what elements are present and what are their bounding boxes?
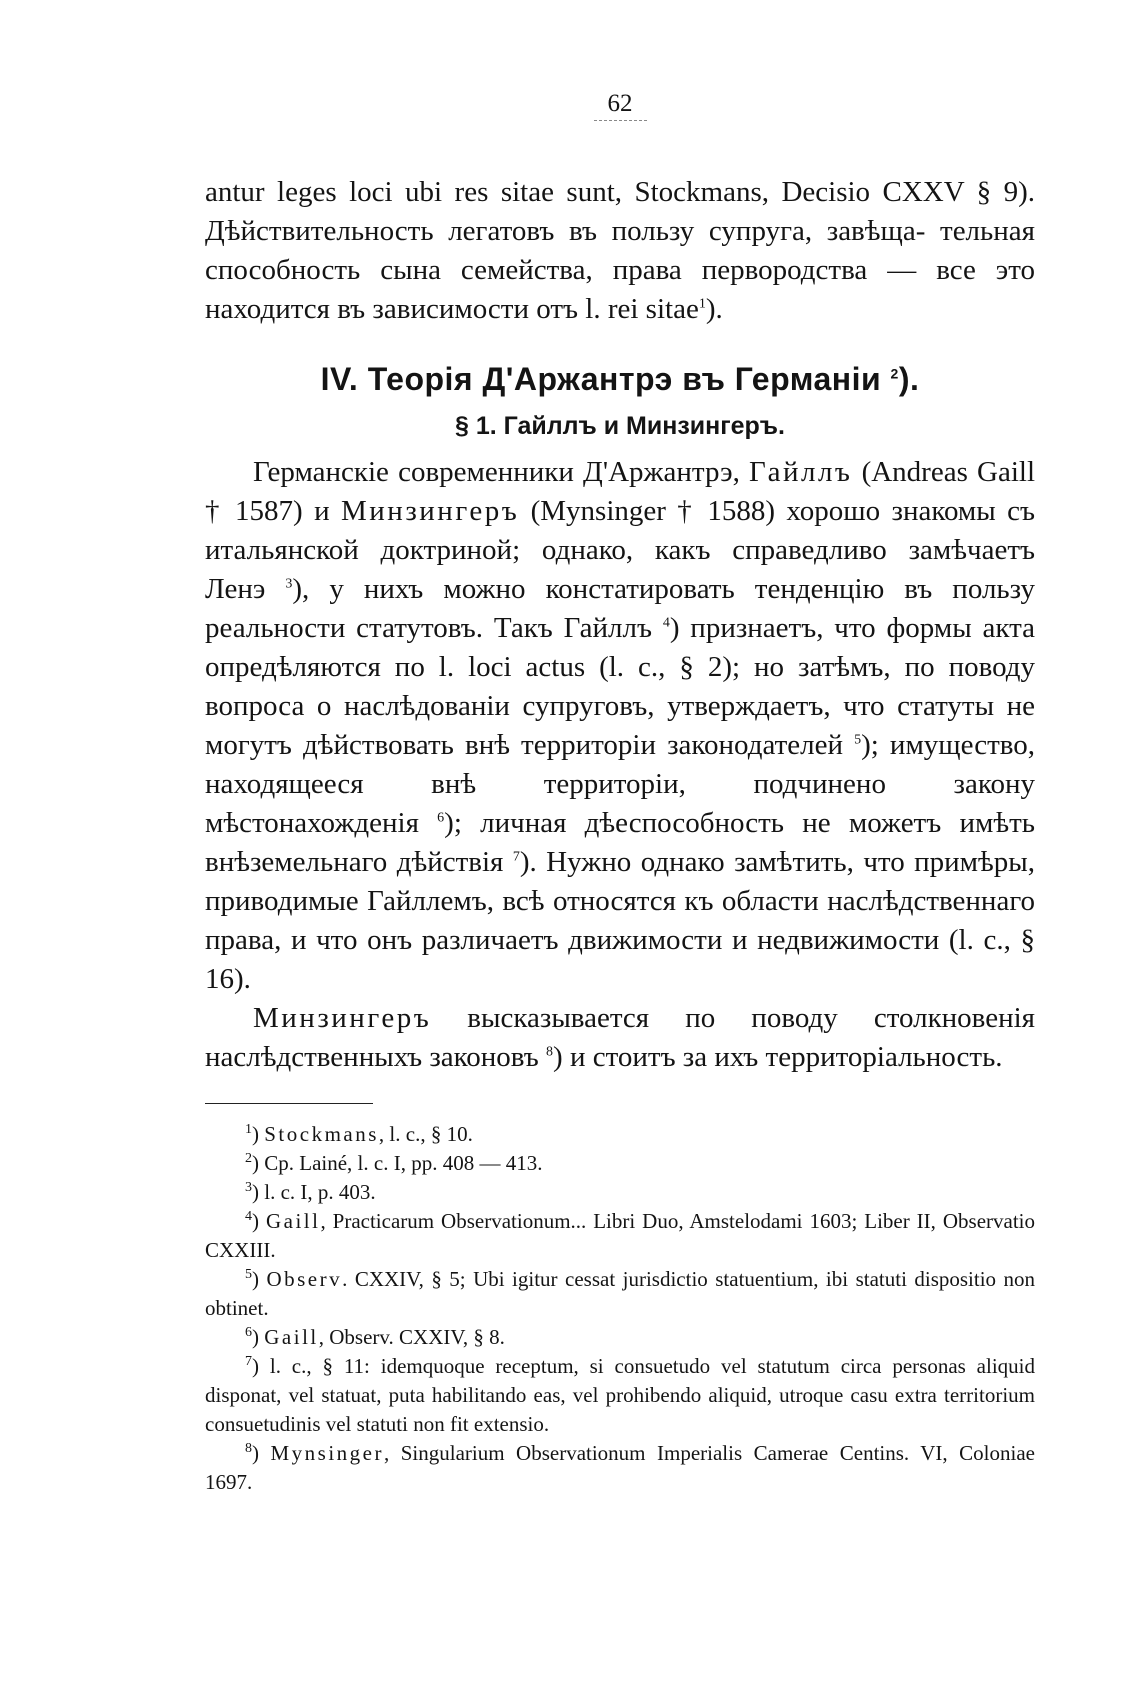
footnote-8: $^8$) Mynsinger, Singularium Observationum Imperialis Camerae Centins. VI, Coloniae 1697. (205, 1441, 1035, 1494)
footnote-4: $^4$) Gaill, Practicarum Observationum... Libri Duo, Amstelodami 1603; Liber II, Observatio CXXIII. (205, 1209, 1036, 1262)
intro-line-4: все это находится въ зависимости отъ l. rei sitae (205, 254, 1036, 325)
footnote-ref-5[interactable]: 5 (854, 732, 862, 748)
book-page (205, 90, 1035, 1497)
paragraph-gaill: Германскіе современники Д'Аржантрэ, Гайллъ (Andreas Gaill † 1587) и Минзингеръ (Mynsinger † 1588) хорошо знакомы съ итальянской доктриной; однако, какъ справедливо замѣчаетъ Ленэ $^3$), у нихъ можно констатировать тенденцію въ пользу реальности статутовъ. Такъ Гайллъ $^4$) признаетъ, что формы акта опредѣляются по l. loci actus (l. c., § 2); но затѣмъ, по поводу вопроса о наслѣдованіи супруговъ, утверждаетъ, что статуты не могутъ дѣйствовать внѣ территоріи законодателей $^5$); имущество, находящееся внѣ территоріи, подчинено закону мѣстонахожденія $^6$); личная дѣеспособность не можетъ имѣть внѣземельнаго дѣйствія $^7$). Нужно однако замѣтить, что примѣры, приводимые Гайллемъ, всѣ относятся къ области наслѣдственнаго права, и что онъ различаетъ движимости и недвижимости (l. c., § 16). (205, 456, 1036, 995)
footnote-1: $^1$) Stockmans, l. c., § 10. (245, 1122, 473, 1146)
section-title: § 1. Гайллъ и Минзингеръ. (455, 412, 785, 440)
footnote-2: $^2$) Cp. Lainé, l. c. I, pp. 408 — 413. (245, 1151, 543, 1175)
footnote-ref-6[interactable]: 6 (437, 810, 445, 826)
name-mynsinger-2: Минзингеръ (253, 1002, 432, 1034)
footnote-ref-1[interactable]: 1 (698, 296, 706, 312)
intro-line-3: тельная способность сына семейства, права первородства — (205, 215, 1035, 286)
page-number: 62 (205, 90, 1035, 121)
section-heading (205, 412, 1035, 441)
footnote-3: $^3$) l. c. I, p. 403. (245, 1180, 376, 1204)
chapter-heading: IV. Теорія Д'Аржантрэ въ Германіи $^2$). (320, 361, 920, 397)
footnote-7: $^7$) l. c., § 11: idemquoque receptum, si consuetudo vel statutum circa personas aliquid disponat, vel statuat, puta habilitando eas, vel prohibendo aliquid, utroque casu extra territorium consuetudinis vel statuti non fit extensio. (205, 1354, 1035, 1436)
intro-line-1: antur leges loci ubi res sitae sunt, Stockmans, Decisio CXXV (205, 176, 965, 208)
chapter-title: IV. Теорія Д'Аржантрэ въ Германіи (320, 361, 882, 397)
intro-paragraph: antur leges loci ubi res sitae sunt, Stockmans, Decisio CXXV § 9). Дѣйствительность легатовъ въ пользу супруга, завѣща- тельная способность сына семейства, права первородства — все это находится въ зависимости отъ l. rei sitae$^1$). (205, 176, 1036, 325)
footnote-ref-7[interactable]: 7 (512, 849, 520, 865)
footnote-ref-4[interactable]: 4 (662, 615, 670, 631)
footnote-ref-8[interactable]: 8 (546, 1044, 554, 1060)
name-gaill: Гайллъ (749, 456, 853, 488)
footnote-ref-3[interactable]: 3 (285, 576, 293, 592)
footnote-6: $^6$) Gaill, Observ. CXXIV, § 8. (245, 1325, 505, 1349)
footnote-ref-2[interactable]: 2 (890, 365, 899, 382)
name-mynsinger: Минзингеръ (341, 495, 520, 527)
intro-line-2: § 9). Дѣйствительность легатовъ въ пользу супруга, завѣща- (205, 176, 1035, 247)
paragraph-mynsinger: Минзингеръ высказывается по поводу столкновенія наслѣдственныхъ законовъ $^8$) и стоитъ за ихъ территоріальность. (205, 1002, 1035, 1073)
footnote-divider (205, 1103, 373, 1104)
footnotes (205, 1120, 1035, 1497)
footnote-5: $^5$) Observ. CXXIV, § 5; Ubi igitur cessat jurisdictio statuentium, ibi statuti dispositio non obtinet. (205, 1267, 1036, 1320)
